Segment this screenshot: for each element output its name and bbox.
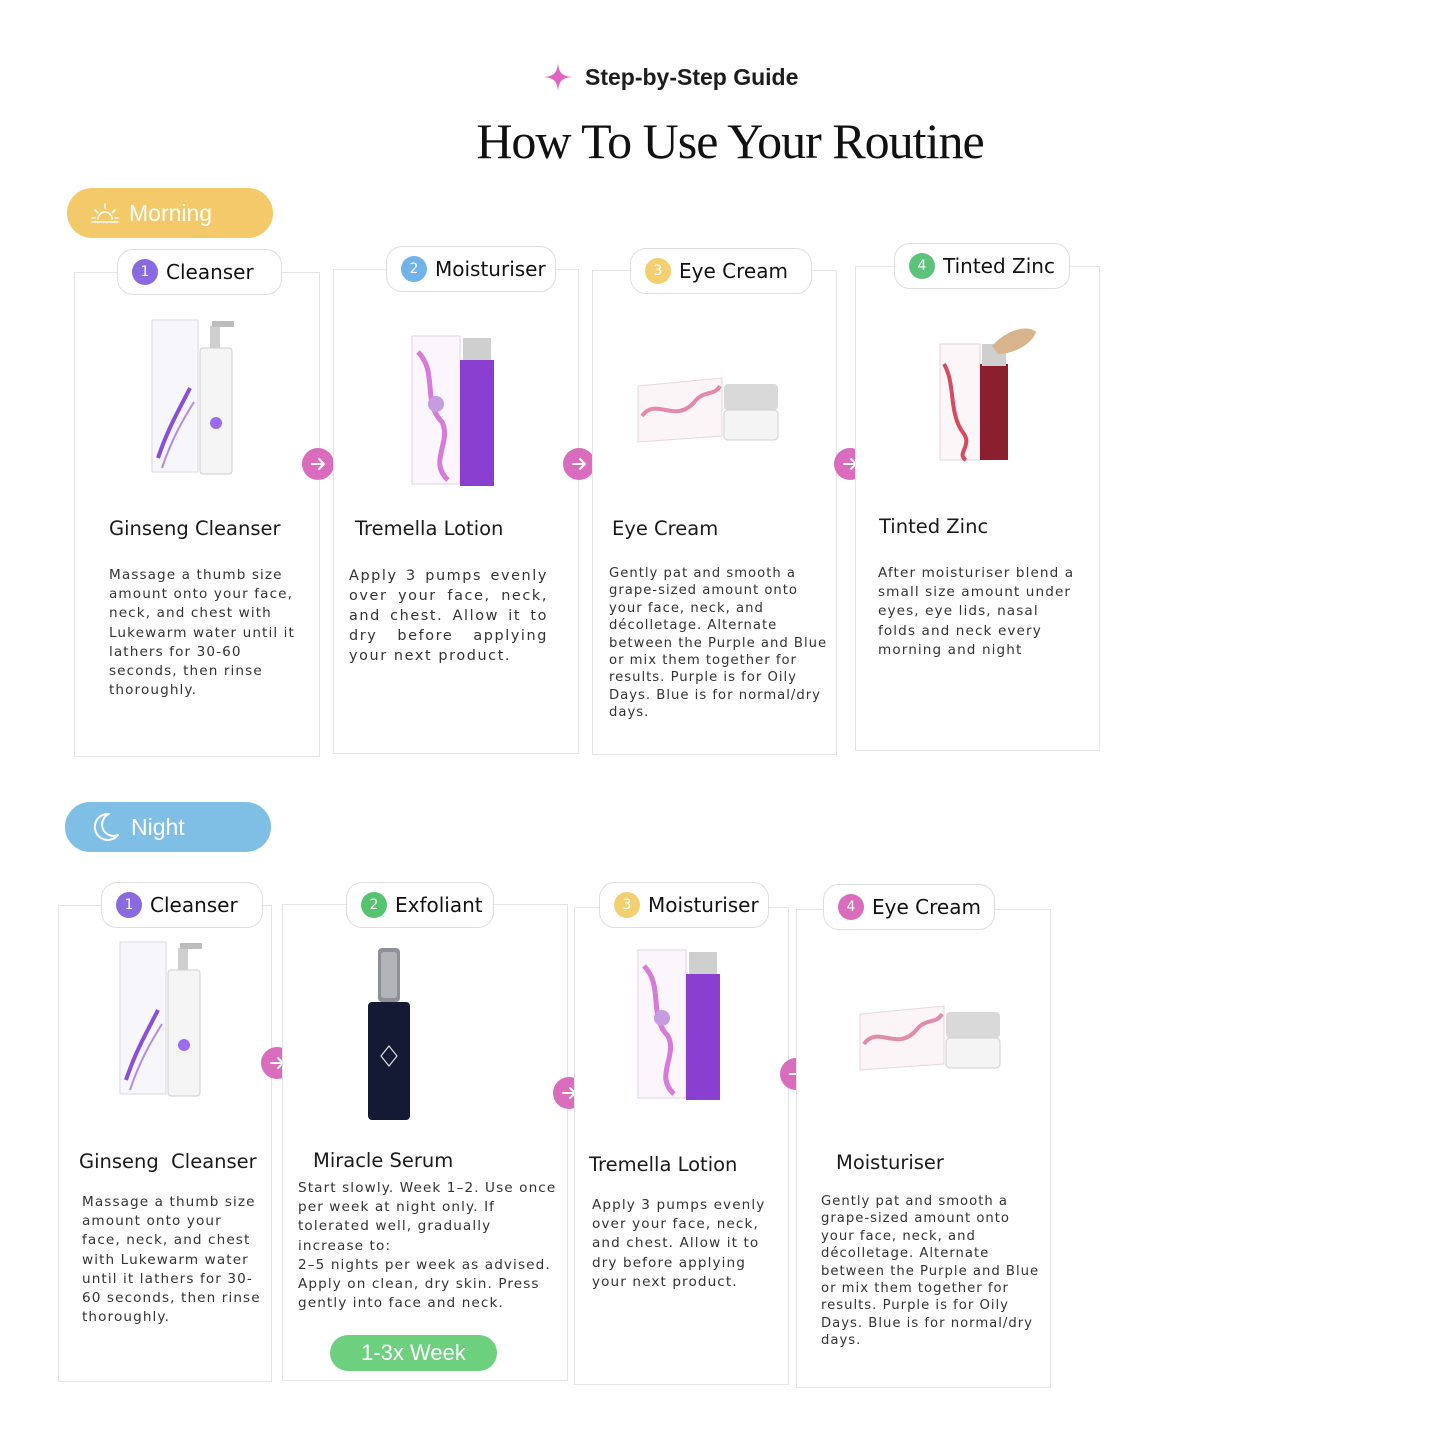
step-number-badge: 3 [645, 258, 671, 284]
step-number-badge: 2 [401, 256, 427, 282]
night-step-tab-4 [823, 884, 995, 930]
step-number-badge: 3 [614, 892, 640, 918]
product-description: Start slowly. Week 1–2. Use once per week at night only. If tolerated well, gradually increase to: 2–5 nights per week as advised. Apply on clean, dry skin. Press gently into face and neck. [298, 1180, 557, 1312]
sunrise-icon [91, 201, 119, 225]
lotion-bottle-image [408, 332, 498, 488]
step-tab-label: Eye Cream [679, 259, 788, 283]
morning-step-tab-2 [386, 246, 556, 292]
product-description: Apply 3 pumps evenly over your face, neck, and chest. Allow it to dry before applying your next product. [349, 568, 548, 664]
product-description: Gently pat and smooth a grape-sized amount onto your face, neck, and décolletage. Alternate between the Purple and Blue or mix them together for results. Purple is for Oily Days. Blue is for normal/dry days. [609, 566, 828, 721]
night-step-tab-2 [346, 882, 494, 928]
step-tab-label: Moisturiser [648, 893, 759, 917]
product-description: Massage a thumb size amount onto your face, neck, and chest with Lukewarm water until it lathers for 30-60 seconds, then rinse thoroughly. [82, 1194, 261, 1326]
sparkle-icon [543, 62, 573, 92]
step-number-badge: 2 [361, 892, 387, 918]
next-step-arrow [302, 448, 334, 480]
step-number-badge: 4 [909, 253, 935, 279]
product-name: Miracle Serum [313, 1149, 454, 1172]
cleanser-bottle-image [150, 318, 240, 478]
step-tab-label: Tinted Zinc [943, 254, 1055, 278]
step-tab-label: Exfoliant [395, 893, 483, 917]
step-number-badge: 4 [838, 894, 864, 920]
morning-step-tab-1 [117, 249, 282, 295]
step-tab-label: Cleanser [166, 260, 254, 284]
moon-icon [89, 811, 121, 843]
product-name: Tinted Zinc [879, 515, 989, 538]
serum-bottle-image [364, 946, 414, 1122]
arrow-right-icon [570, 455, 588, 473]
eye-cream-jar-image [636, 376, 782, 458]
tinted-zinc-tube-image [936, 324, 1040, 464]
product-description: Apply 3 pumps evenly over your face, neck, and chest. Allow it to dry before applying your next product. [592, 1197, 766, 1290]
morning-section-label [67, 188, 273, 238]
cleanser-bottle-image [118, 940, 208, 1100]
product-name: Ginseng Cleanser [79, 1150, 257, 1173]
step-tab-label: Eye Cream [872, 895, 981, 919]
eye-cream-jar-image [858, 1004, 1004, 1086]
product-name: Moisturiser [836, 1151, 944, 1174]
frequency-badge: 1-3x Week [330, 1335, 497, 1371]
header-eyebrow [543, 60, 798, 94]
product-description: Gently pat and smooth a grape-sized amount onto your face, neck, and décolletage. Alternate between the Purple and Blue or mix them together for results. Purple is for Oily Days. Blue is for normal/dry days. [821, 1194, 1040, 1349]
arrow-right-icon [309, 455, 327, 473]
morning-label: Morning [129, 199, 213, 226]
step-tab-label: Moisturiser [435, 257, 546, 281]
next-step-arrow [563, 448, 595, 480]
morning-step-tab-4 [894, 243, 1070, 289]
product-name: Tremella Lotion [355, 517, 504, 540]
product-name: Tremella Lotion [589, 1153, 738, 1176]
product-description: After moisturiser blend a small size amount under eyes, eye lids, nasal folds and neck every morning and night [878, 565, 1075, 658]
step-tab-label: Cleanser [150, 893, 238, 917]
page-title: How To Use Your Routine [476, 113, 984, 169]
step-number-badge: 1 [116, 892, 142, 918]
night-step-tab-3 [599, 882, 769, 928]
night-step-tab-1 [101, 882, 263, 928]
night-section-label [65, 802, 271, 852]
product-description: Massage a thumb size amount onto your face, neck, and chest with Lukewarm water until it lathers for 30-60 seconds, then rinse thoroughly. [109, 567, 295, 699]
morning-step-tab-3 [630, 248, 812, 294]
step-number-badge: 1 [132, 259, 158, 285]
product-name: Ginseng Cleanser [109, 517, 281, 540]
night-label: Night [131, 813, 185, 840]
product-name: Eye Cream [612, 517, 719, 540]
lotion-bottle-image [634, 946, 724, 1102]
eyebrow-text: Step-by-Step Guide [585, 63, 799, 90]
